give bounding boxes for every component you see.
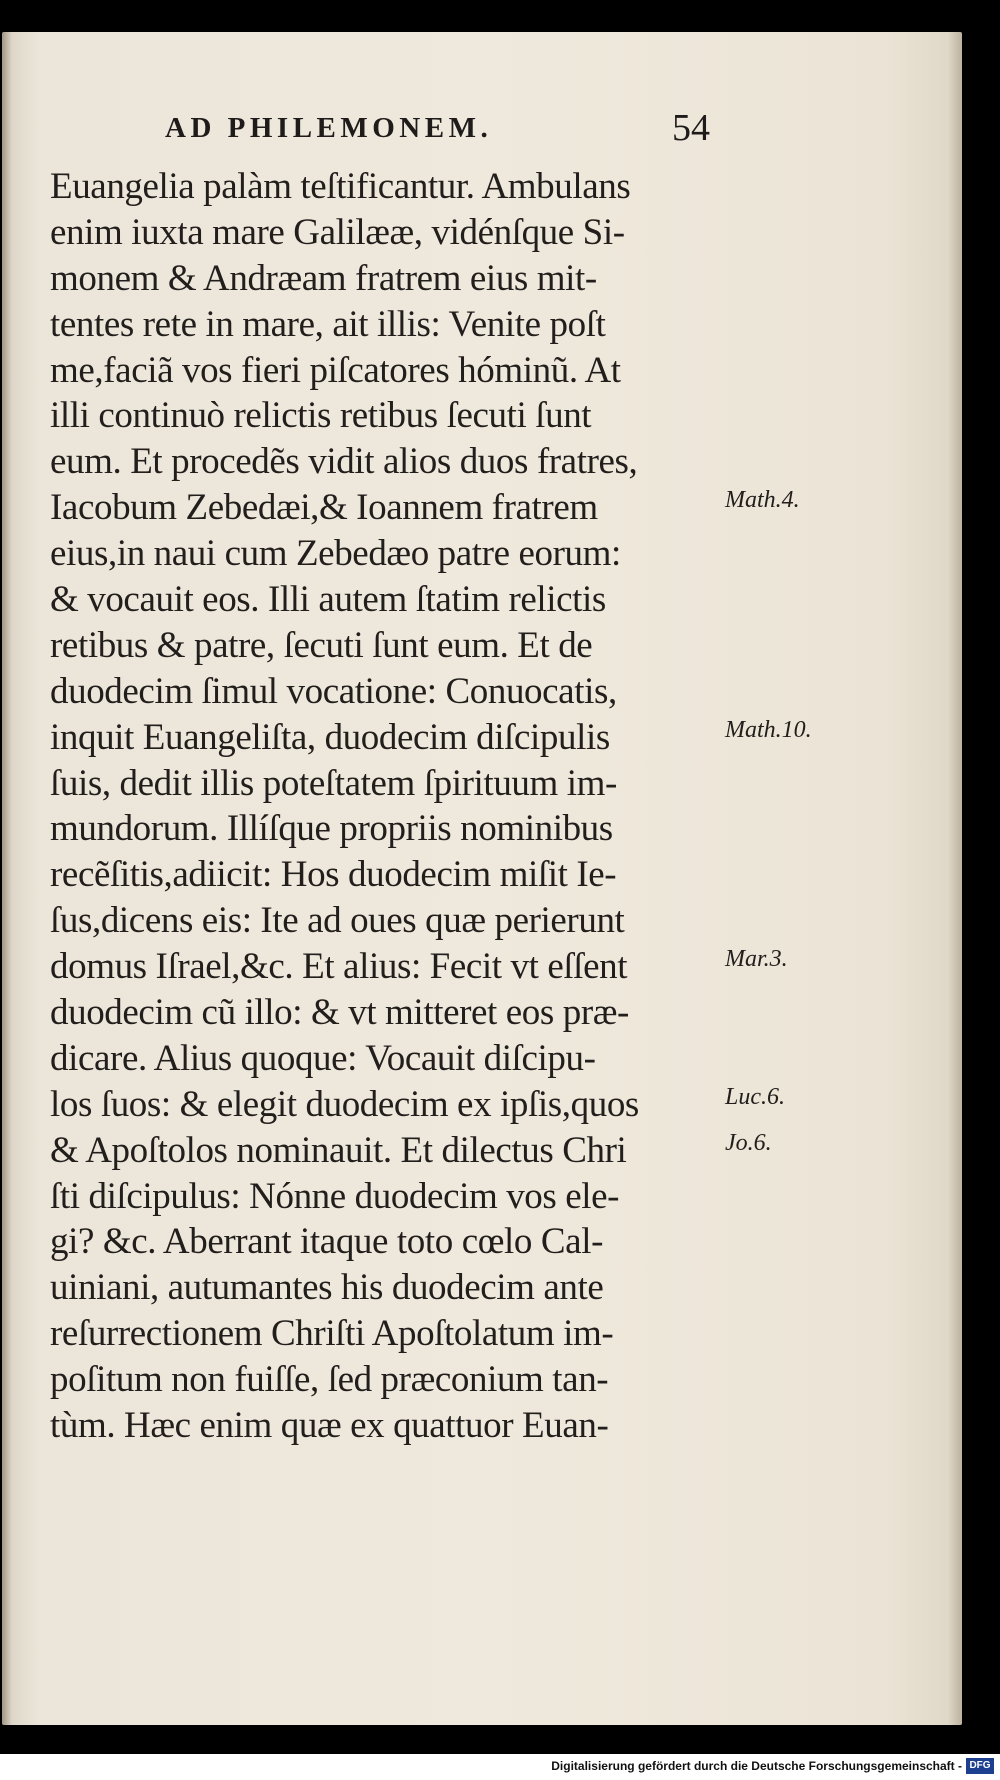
text-line: recẽſitis,adiicit: Hos duodecim miſit Ie- — [50, 854, 617, 896]
page-edge-shadow — [948, 32, 962, 1725]
page-gutter-shadow — [2, 32, 12, 1725]
text-line: enim iuxta mare Galilææ, vidénſque Si- — [50, 211, 625, 253]
text-line: me,faciã vos fieri piſcatores hóminũ. At — [50, 349, 621, 391]
text-line: tùm. Hæc enim quæ ex quattuor Euan- — [50, 1405, 609, 1447]
text-line: ſus,dicens eis: Ite ad oues quæ perierunt — [50, 900, 625, 942]
marginal-note: Luc.6. — [725, 1084, 785, 1110]
text-line: & vocauit eos. Illi autem ſtatim relictis — [50, 579, 606, 621]
dfg-logo: DFG — [966, 1758, 994, 1774]
marginal-note: Math.10. — [725, 716, 812, 743]
body-text — [50, 164, 730, 1449]
running-head — [165, 92, 710, 152]
text-line: duodecim ſimul vocatione: Conuocatis, — [50, 670, 617, 712]
text-line: Euangelia palàm teſtificantur. Ambulans — [50, 166, 631, 207]
text-line: monem & Andræam fratrem eius mit- — [50, 257, 597, 299]
footer-credit: Digitalisierung gefördert durch die Deutsche Forschungsgemeinschaft - — [551, 1759, 962, 1773]
marginal-note: Mar.3. — [725, 946, 788, 973]
text-line: Iacobum Zebedæi,& Ioannem fratrem — [50, 487, 598, 529]
text-line: retibus & patre, ſecuti ſunt eum. Et de — [50, 624, 593, 666]
text-line: mundorum. Illíſque propriis nominibus — [50, 808, 613, 850]
text-line: eius,in naui cum Zebedæo patre eorum: — [50, 533, 621, 575]
text-line: ſti diſcipulus: Nónne duodecim vos ele- — [50, 1175, 620, 1217]
marginal-note: Math.4. — [725, 487, 800, 514]
text-line: & Apoſtolos nominauit. Et dilectus Chri — [50, 1129, 627, 1171]
text-line: tentes rete in mare, ait illis: Venite poſt — [50, 303, 606, 345]
marginal-note: Jo.6. — [725, 1129, 772, 1156]
text-line: los ſuos: & elegit duodecim ex ipſis,quos — [50, 1083, 639, 1125]
text-line: illi continuò relictis retibus ſecuti ſunt — [50, 395, 592, 437]
text-line: gi? &c. Aberrant itaque toto cœlo Cal- — [50, 1221, 603, 1263]
text-line: reſurrectionem Chriſti Apoſtolatum im- — [50, 1313, 614, 1355]
text-line: eum. Et procedẽs vidit alios duos fratres, — [50, 441, 638, 483]
text-line: uiniani, autumantes his duodecim ante — [50, 1267, 604, 1309]
digitization-footer — [0, 1754, 1000, 1780]
text-line: poſitum non fuiſſe, ſed præconium tan- — [50, 1359, 609, 1401]
text-line: domus Iſrael,&c. Et alius: Fecit vt eſſent — [50, 946, 628, 988]
running-head-title: AD PHILEMONEM. — [165, 112, 493, 144]
text-line: ſuis, dedit illis poteſtatem ſpirituum im- — [50, 762, 617, 804]
text-line: duodecim cũ illo: & vt mitteret eos præ- — [50, 992, 629, 1034]
text-line: dicare. Alius quoque: Vocauit diſcipu- — [50, 1037, 596, 1079]
text-line: inquit Euangeliſta, duodecim diſcipulis — [50, 716, 610, 758]
page-number: 54 — [672, 107, 710, 149]
